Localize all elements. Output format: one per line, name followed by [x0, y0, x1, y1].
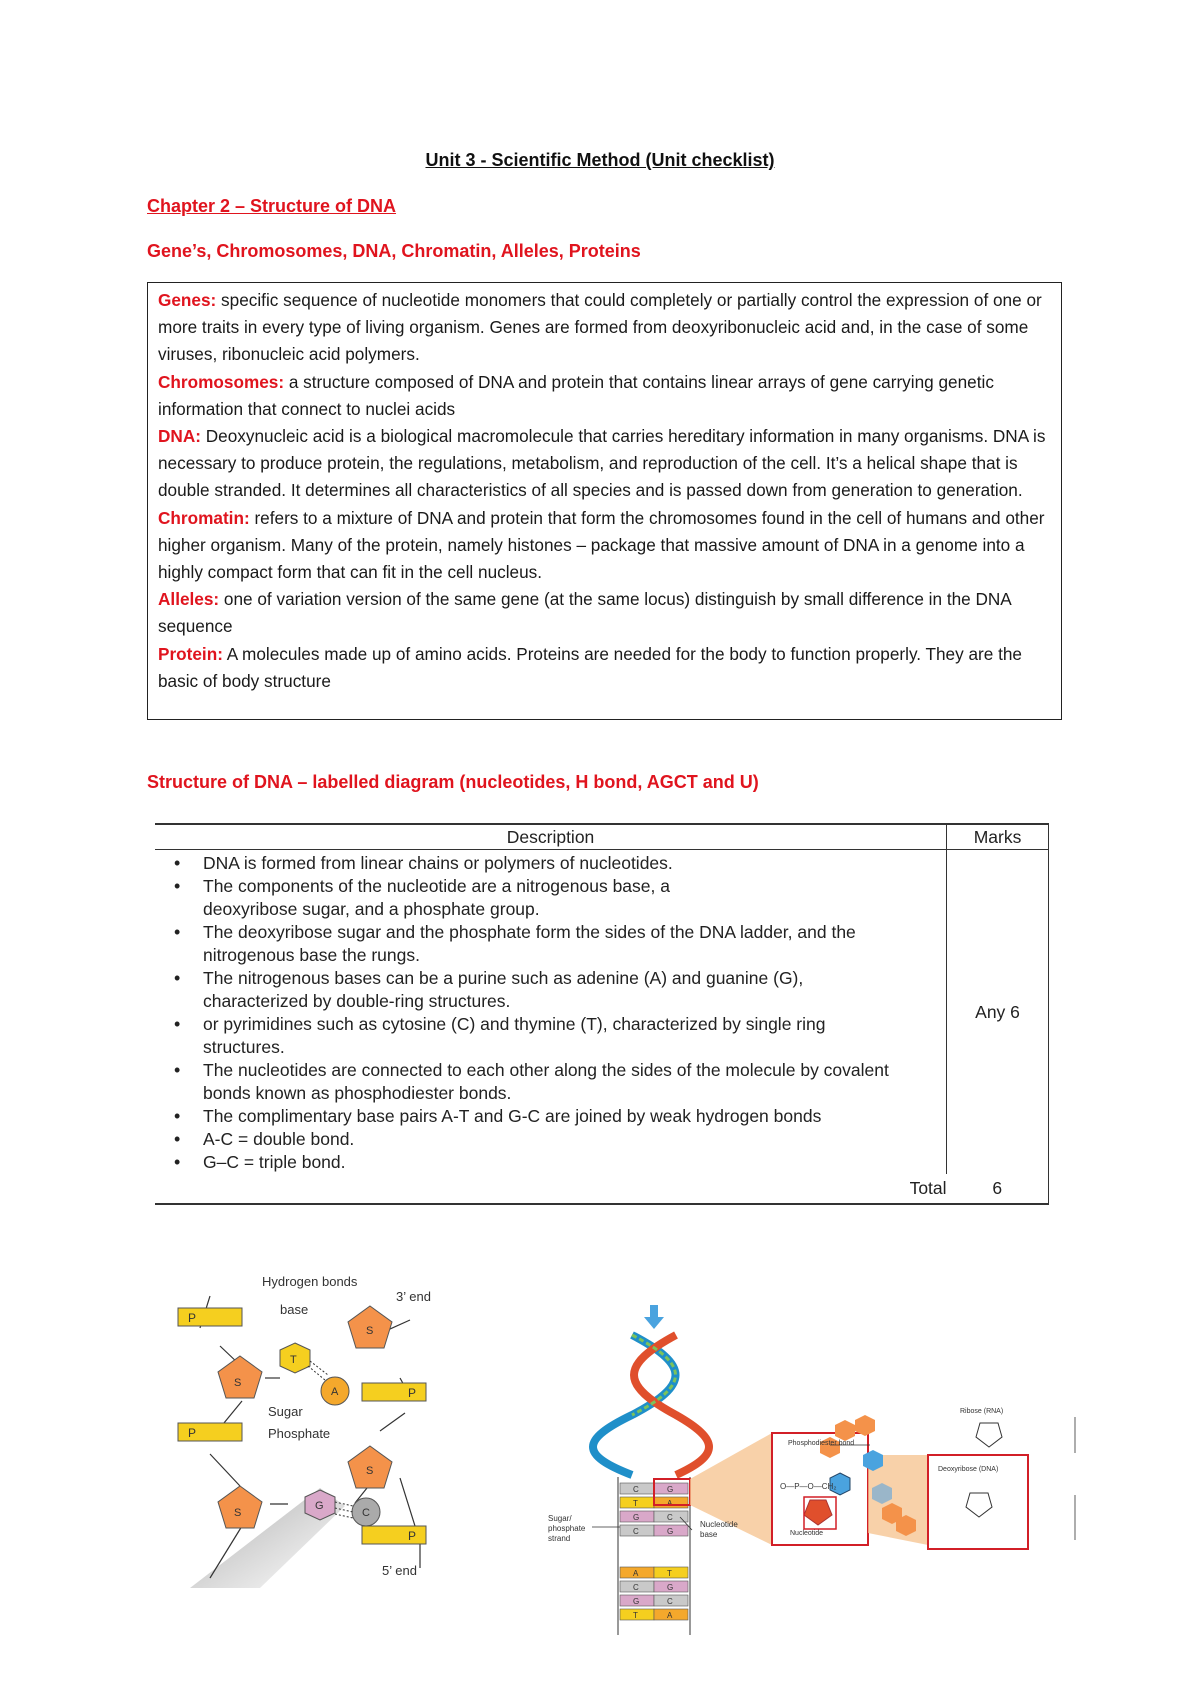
term-label: Alleles: [158, 589, 220, 610]
base-letter-left: C [633, 1527, 639, 1536]
definition-dna [158, 423, 1051, 505]
helix-rungs [632, 1335, 676, 1415]
definition-text: a structure composed of DNA and protein that contains linear arrays of gene carrying genetic information that connect to nuclei acids [158, 371, 994, 419]
label-phosphate: Phosphate [268, 1426, 331, 1441]
definition-text: refers to a mixture of DNA and protein that form the chromosomes found in the cell of humans and other higher organism. Many of the protein, namely histones – package that massive amount of DNA in a genome into a highly compact form that can fit in the cell nucleus. [158, 507, 1045, 583]
definition-protein [158, 641, 1051, 695]
sugar-label: S [234, 1507, 242, 1519]
table-header-row [155, 824, 1049, 850]
arrow-down-icon [644, 1305, 664, 1329]
term-label: Chromatin: [158, 507, 250, 528]
chapter-heading: Chapter 2 – Structure of DNA [147, 196, 397, 216]
label-3-end: 3’ end [396, 1289, 431, 1304]
hydrogen-bond-line [335, 1514, 353, 1518]
base-letter-left: G [633, 1513, 640, 1522]
phosphate-block [362, 1383, 426, 1401]
label-deoxyribose: Deoxyribose (DNA) [938, 1466, 999, 1473]
sugar-label: S [366, 1325, 374, 1337]
description-cell [155, 850, 947, 1175]
label-sugar-phosphate-2: phosphate [548, 1524, 586, 1533]
label-nucleotide-base-2: base [700, 1530, 718, 1539]
term-label: Chromosomes: [158, 371, 285, 392]
phosphate-label: P [188, 1311, 197, 1325]
label-sugar-phosphate: Sugar/ [548, 1514, 572, 1523]
base-letter-left: G [633, 1597, 640, 1606]
definition-chromosomes [158, 369, 1051, 423]
base-pair-row [620, 1525, 688, 1536]
label-base: base [280, 1302, 309, 1317]
total-label: Total [155, 1174, 947, 1204]
list-item: • The deoxyribose sugar and the phosphate form the sides of the DNA ladder, and the nitrogenous base the rungs. [203, 921, 946, 967]
label-phosphodiester-bond: Phosphodiester bond [788, 1440, 855, 1447]
base-letter-right: G [667, 1527, 674, 1536]
base-pair-row [620, 1581, 688, 1592]
definition-text: one of variation version of the same gene (at the same locus) distinguish by small difference in the DNA sequence [158, 589, 1011, 637]
list-item: • DNA is formed from linear chains or polymers of nucleotides. [203, 852, 946, 875]
label-nucleotide: Nucleotide [790, 1530, 824, 1537]
label-ribose: Ribose (RNA) [960, 1408, 1004, 1415]
marks-cell: Any 6 [947, 850, 1049, 1175]
list-item: • A-C = double bond. [203, 1128, 946, 1151]
definition-text: Deoxynucleic acid is a biological macromolecule that carries hereditary information in many organisms. DNA is necessary to produce protein, the regulations, metabolism, and reproduction of the cell. It’s a helical shape that is double stranded. It determines all characteristics of all species and is passed down from generation to generation. [158, 426, 1046, 501]
base-letter-left: T [633, 1499, 638, 1508]
hydrogen-bond-line [310, 1361, 328, 1375]
phosphate-formula: O—P—O—CH₂ [780, 1482, 837, 1491]
ribose-ring [976, 1423, 1002, 1447]
sugar-group [218, 1306, 392, 1528]
label-sugar-phosphate-3: strand [548, 1534, 571, 1543]
base-letter-right: C [667, 1597, 673, 1606]
hydrogen-bond-line [308, 1366, 325, 1380]
definition-text: specific sequence of nucleotide monomers that could completely or partially control the expression of one or more traits in every type of living organism. Genes are formed from deoxyribonucleic acid and, in the case of some viruses, ribonucleic acid polymers. [158, 290, 1042, 365]
dna-ladder-diagram [170, 1268, 500, 1598]
total-row [155, 1174, 1049, 1204]
base-letter-right: C [667, 1513, 673, 1522]
base-letter-right: A [667, 1499, 673, 1508]
base-label: T [290, 1354, 297, 1366]
header-description: Description [155, 824, 947, 850]
base-letter-right: G [667, 1583, 674, 1592]
phosphate-label: P [408, 1529, 417, 1543]
definition-chromatin [158, 505, 1051, 587]
base-letter-right: A [667, 1611, 673, 1620]
term-label: Protein: [158, 643, 223, 664]
label-hydrogen-bonds: Hydrogen bonds [262, 1274, 358, 1289]
structure-heading: Structure of DNA – labelled diagram (nucleotides, H bond, AGCT and U) [147, 772, 759, 792]
base-pair-row [620, 1567, 688, 1578]
definition-text: A molecules made up of amino acids. Proteins are needed for the body to function properly. They are the basic of body structure [158, 643, 1022, 691]
list-item: • The nitrogenous bases can be a purine such as adenine (A) and guanine (G), characterized by double-ring structures. [203, 967, 946, 1013]
label-sugar: Sugar [268, 1404, 303, 1419]
base-pair-row [620, 1595, 688, 1606]
list-item: • or pyrimidines such as cytosine (C) and thymine (T), characterized by single ring structures. [203, 1013, 946, 1059]
label-5-end: 5’ end [382, 1563, 417, 1578]
marks-table [155, 823, 1049, 1205]
base-label: A [331, 1386, 339, 1398]
term-label: Genes: [158, 290, 217, 310]
table-row [155, 850, 1049, 1175]
total-value: 6 [947, 1174, 1049, 1204]
label-nucleotide-base: Nucleotide [700, 1520, 738, 1529]
double-helix-diagram [540, 1305, 1140, 1645]
term-label: DNA: [158, 426, 201, 447]
description-list [155, 852, 946, 1174]
list-item: • The nucleotides are connected to each other along the sides of the molecule by covalent bonds known as phosphodiester bonds. [203, 1059, 946, 1105]
base-letter-left: C [633, 1583, 639, 1592]
phosphate-label: P [408, 1386, 417, 1400]
sugar-label: S [234, 1377, 242, 1389]
sugar-label: S [366, 1465, 374, 1477]
definitions-box [147, 282, 1062, 720]
phosphate-label: P [188, 1426, 197, 1440]
base-letter-left: T [633, 1611, 638, 1620]
page-title: Unit 3 - Scientific Method (Unit checklist) [425, 150, 775, 170]
base-letter-right: G [667, 1485, 674, 1494]
base-letter-right: T [667, 1569, 672, 1578]
base-pair-row [620, 1511, 688, 1522]
base-label: C [362, 1507, 370, 1519]
list-item: • The complimentary base pairs A-T and G-C are joined by weak hydrogen bonds [203, 1105, 946, 1128]
list-item: • The components of the nucleotide are a nitrogenous base, a deoxyribose sugar, and a phosphate group. [203, 875, 946, 921]
list-item: • G–C = triple bond. [203, 1151, 946, 1174]
base-pair-row [620, 1609, 688, 1620]
header-marks: Marks [947, 824, 1049, 850]
definition-genes [158, 287, 1051, 369]
base-label: G [315, 1500, 324, 1512]
phosphate-block [362, 1526, 426, 1544]
base-letter-left: C [633, 1485, 639, 1494]
topics-heading: Gene’s, Chromosomes, DNA, Chromatin, Alleles, Proteins [147, 241, 641, 261]
definition-alleles [158, 586, 1051, 640]
base-letter-left: A [633, 1569, 639, 1578]
